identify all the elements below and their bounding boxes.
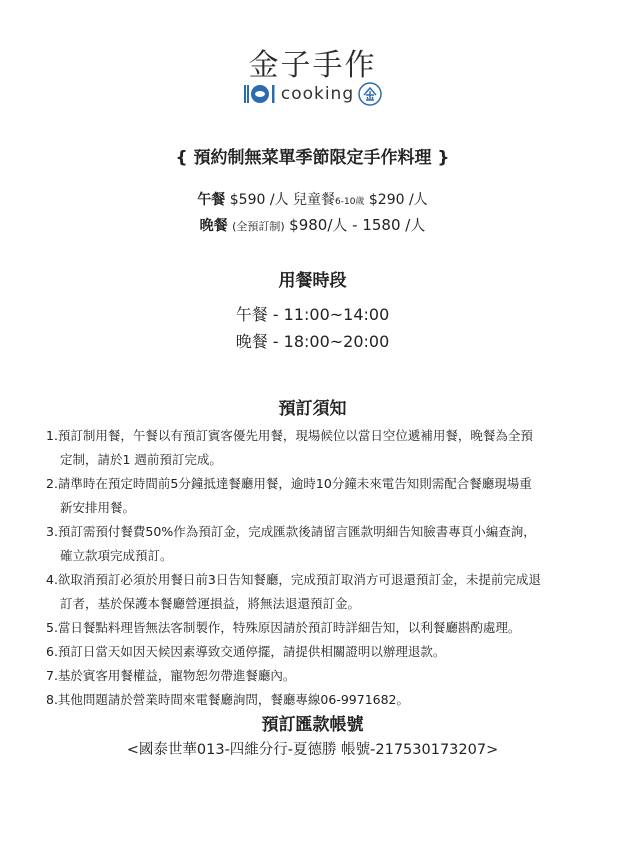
notice-item-text: 2.請準時在預定時間前5分鐘抵達餐廳用餐，逾時10分鐘未來電告知則需配合餐廳現場重: [46, 476, 532, 491]
kids-price: $290 /人: [368, 192, 428, 208]
dinner-price: $980/人 - 1580 /人: [289, 216, 426, 234]
notice-item-text: 7.基於賓客用餐權益，寵物恕勿帶進餐廳內。: [46, 668, 296, 683]
list-item: [46, 568, 596, 616]
notice-item-text: 3.預訂需預付餐費50%作為預訂金，完成匯款後請留言匯款明細告知臉書專頁小編查詢，: [46, 524, 536, 539]
notice-item-continuation: 訂者，基於保護本餐廳營運損益，將無法退還預訂金。: [60, 596, 361, 611]
list-item: [46, 640, 596, 664]
hours-title: 用餐時段: [278, 271, 347, 291]
dining-logo-icon: [243, 82, 277, 106]
brand-logo: [0, 82, 625, 106]
brand-title: 金子手作: [248, 48, 377, 83]
notice-list: [46, 424, 596, 712]
bank-title: 預訂匯款帳號: [261, 715, 364, 735]
notice-item-text: 4.欲取消預訂必須於用餐日前3日告知餐廳，完成預訂取消方可退還預訂金，未提前完成退: [46, 572, 541, 587]
list-item: [46, 664, 596, 688]
notice-item-text: 1.預訂制用餐，午餐以有預訂賓客優先用餐，現場候位以當日空位遞補用餐，晚餐為全預: [46, 428, 533, 443]
hours-lunch: 午餐 - 11:00~14:00: [235, 305, 390, 324]
bank-account: <國泰世華013-四維分行-夏德勝 帳號-217530173207>: [126, 742, 499, 758]
kids-age: 6-10歲: [335, 197, 365, 207]
gold-badge-icon: [358, 82, 382, 106]
logo-text: cooking: [280, 84, 355, 104]
list-item: [46, 424, 596, 472]
menu-subtitle: { 預約制無菜單季節限定手作料理 }: [175, 148, 450, 168]
list-item: [46, 616, 596, 640]
price-line-lunch: [0, 189, 625, 209]
lunch-label: 午餐: [197, 192, 226, 208]
notice-item-text: 5.當日餐點料理皆無法客制製作，特殊原因請於預訂時詳細告知，以利餐廳斟酌處理。: [46, 620, 521, 635]
dinner-label: 晚餐: [199, 218, 228, 234]
notice-item-continuation: 新安排用餐。: [60, 500, 136, 515]
price-line-dinner: [0, 214, 625, 235]
hours-dinner: 晚餐 - 18:00~20:00: [235, 332, 390, 351]
kids-label: 兒童餐: [293, 192, 335, 208]
notice-item-text: 6.預訂日當天如因天候因素導致交通停擺，請提供相關證明以辦理退款。: [46, 644, 446, 659]
notice-item-continuation: 確立款項完成預訂。: [60, 548, 173, 563]
list-item: [46, 472, 596, 520]
lunch-price: $590 /人: [229, 192, 289, 208]
dinner-note: (全預訂制): [232, 220, 285, 233]
list-item: [46, 688, 596, 712]
list-item: [46, 520, 596, 568]
notice-item-text: 8.其他問題請於營業時間來電餐廳詢問，餐廳專線06-9971682。: [46, 692, 410, 707]
notice-item-continuation: 定制，請於1 週前預訂完成。: [60, 452, 222, 467]
notice-title: 預訂須知: [278, 399, 347, 419]
